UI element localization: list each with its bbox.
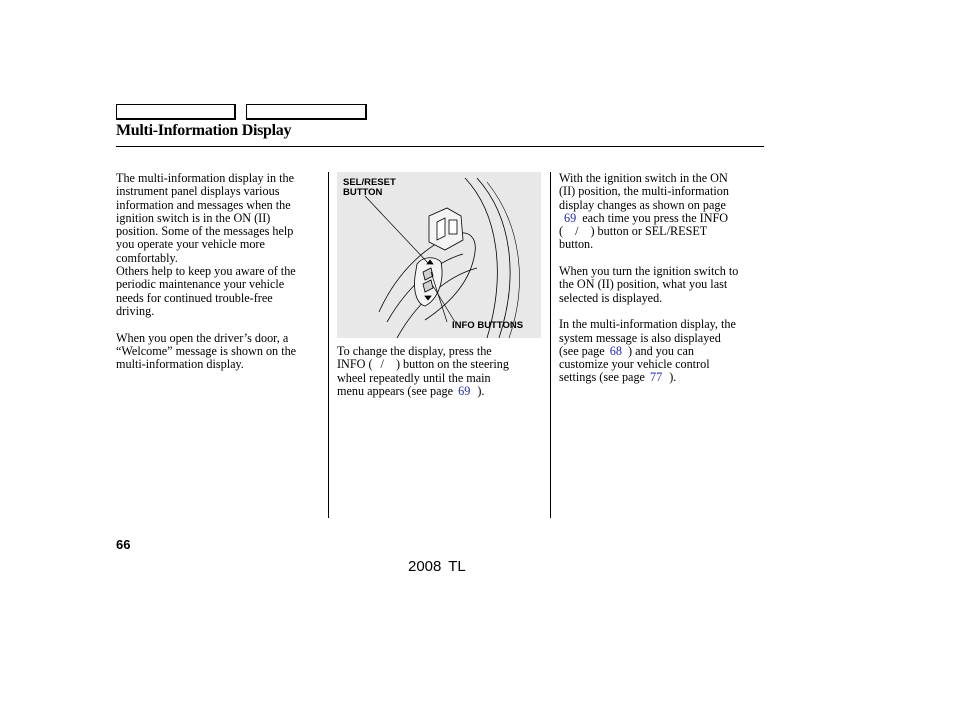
col1-line: ignition switch is in the ON (II) [116,210,271,225]
column-2-text [337,345,509,398]
col3-line: button. [559,237,594,252]
col3-line: In the multi-information display, the [559,317,736,332]
col2-line: wheel repeatedly until the main [337,370,491,385]
sel-reset-label-1: SEL/RESET [343,177,396,188]
col3-line: selected is displayed. [559,290,663,305]
col1-line [116,318,296,331]
col1-line: information and messages when the [116,197,291,212]
page-link-68[interactable]: 68 [609,343,622,358]
col3-line: settings (see page 77 ). [559,370,677,385]
col2-line: INFO ( / ) button on the steering [337,357,509,372]
col1-line: Others help to keep you aware of the [116,264,296,279]
col2-line: To change the display, press the [337,344,492,358]
col3-line: (see page 68 ) and you can [559,343,694,358]
col3-line: When you turn the ignition switch to [559,264,739,279]
col2-line: menu appears (see page 69 ). [337,383,485,398]
col3-line: ( / ) button or SEL/RESET [559,224,708,239]
col3-line: system message is also displayed [559,330,721,345]
sel-reset-label-2: BUTTON [343,187,383,198]
col1-line: multi-information display. [116,357,244,372]
col1-line: you operate your vehicle more [116,237,265,252]
col3-line [559,305,738,318]
col1-line: comfortably. [116,250,178,265]
col1-line: position. Some of the messages help [116,224,294,239]
col3-line: the ON (II) position, what you last [559,277,728,292]
page-link-77[interactable]: 77 [650,370,663,385]
col1-line: When you open the driver’s door, a [116,330,289,345]
col1-line: driving. [116,303,155,318]
page-link-69[interactable]: 69 [564,210,577,225]
col1-line: instrument panel displays various [116,184,280,199]
nav-tab-1[interactable] [116,104,236,120]
column-divider-left [328,172,329,518]
steering-wheel-figure [337,172,541,338]
page-title: Multi-Information Display [116,122,292,139]
col1-line: needs for continued trouble-free [116,290,273,305]
column-1-text [116,172,296,371]
col1-line: The multi-information display in the [116,171,295,185]
col3-line: 69 each time you press the INFO [564,210,729,225]
info-buttons-label: INFO BUTTONS [452,320,524,331]
col1-line: “Welcome” message is shown on the [116,343,297,358]
page-link-69[interactable]: 69 [458,383,471,398]
col3-line: (II) position, the multi-information [559,184,729,199]
col3-line: display changes as shown on page [559,197,726,212]
column-3-text [559,172,738,385]
col3-line [559,252,738,265]
col3-line: customize your vehicle control [559,357,710,372]
col1-line: periodic maintenance your vehicle [116,277,285,292]
nav-tab-2[interactable] [246,104,367,120]
page-number: 66 [116,537,131,552]
model-footer: 2008 TL [408,558,466,575]
col3-line: With the ignition switch in the ON [559,171,728,185]
title-rule [116,146,764,147]
column-divider-right [550,172,551,518]
